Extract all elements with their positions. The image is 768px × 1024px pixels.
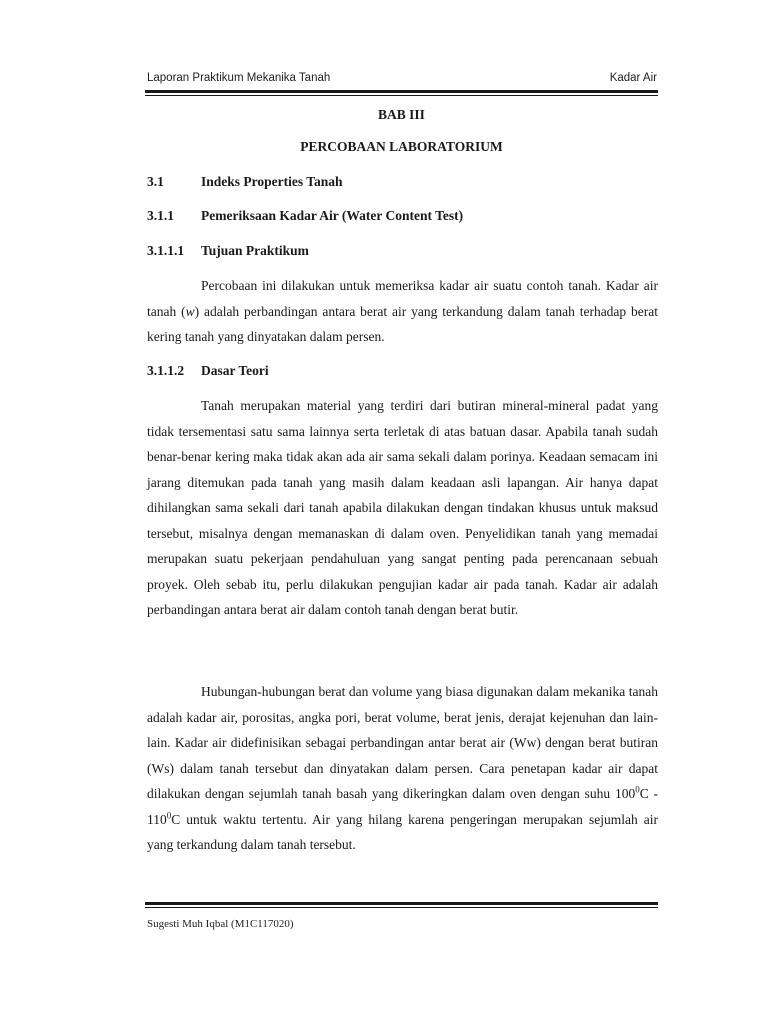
section-title: Indeks Properties Tanah <box>201 174 343 189</box>
degree-superscript: 0 <box>635 784 640 795</box>
footer-author: Sugesti Muh Iqbal (M1C117020) <box>147 918 294 930</box>
section-title: Pemeriksaan Kadar Air (Water Content Test) <box>201 208 464 223</box>
paragraph-text: Percobaan ini dilakukan untuk memeriksa kadar air suatu contoh tanah. Kadar air tanah ( <box>147 278 658 319</box>
section-heading-3-1-1-2 <box>147 363 269 379</box>
paragraph-tujuan <box>147 273 658 350</box>
header-report-title: Laporan Praktikum Mekanika Tanah <box>147 72 331 84</box>
section-number: 3.1.1 <box>147 208 174 223</box>
paragraph-text: ) adalah perbandingan antara berat air yang terkandung dalam tanah terhadap berat kering tanah yang dinyatakan dalam persen. <box>147 303 659 344</box>
header-rule-thin <box>145 95 658 96</box>
section-number: 3.1.1.1 <box>147 243 185 258</box>
chapter-label: BAB III <box>378 107 425 122</box>
chapter-title: PERCOBAAN LABORATORIUM <box>300 139 503 154</box>
water-content-symbol: w <box>185 303 195 319</box>
section-heading-3-1-1 <box>147 208 463 224</box>
section-title: Tujuan Praktikum <box>201 243 309 258</box>
header-rule-thick <box>145 90 658 93</box>
section-number: 3.1 <box>147 174 164 189</box>
header-section-title: Kadar Air <box>609 72 657 84</box>
section-heading-3-1-1-1 <box>147 243 309 259</box>
section-number: 3.1.1.2 <box>147 363 185 378</box>
footer-rule-thin <box>145 907 658 908</box>
paragraph-text: C - 110 <box>147 786 658 827</box>
paragraph-text: C untuk waktu tertentu. Air yang hilang karena pengeringan merupakan sejumlah air yang terkandung dalam tanah tersebut. <box>147 811 658 852</box>
paragraph-dasar-teori-2 <box>147 679 658 858</box>
paragraph-dasar-teori-1: Tanah merupakan material yang terdiri dari butiran mineral-mineral padat yang tidak tersementasi satu sama lainnya serta terletak di atas batuan dasar. Apabila tanah sudah benar-benar kering maka tidak akan ada air sama sekali dalam porinya. Keadaan semacam ini jarang ditemukan pada tanah yang masih dalam keadaan asli lapangan. Air hanya dapat dihilangkan sama sekali dari tanah apabila dilakukan dengan tindakan khusus untuk maksud tersebut, misalnya dengan memanaskan di dalam oven. Penyelidikan tanah yang memadai merupakan suatu pekerjaan pendahuluan yang sangat penting pada perencanaan sebuah proyek. Oleh sebab itu, perlu dilakukan pengujian kadar air pada tanah. Kadar air adalah perbandingan antara berat air dalam contoh tanah dengan berat butir. <box>147 398 658 617</box>
degree-superscript: 0 <box>166 810 172 820</box>
section-title: Dasar Teori <box>201 363 269 378</box>
paragraph-text: Hubungan-hubungan berat dan volume yang biasa digunakan dalam mekanika tanah adalah kadar air, porositas, angka pori, berat volume, berat jenis, derajat kejenuhan dan lain-lain. Kadar air didefinisikan sebagai perbandingan antar berat air (Ww) dengan berat butiran (Ws) dalam tanah tersebut dan dinyatakan dalam persen. Cara penetapan kadar air dapat dilakukan dengan sejumlah tanah basah yang dikeringkan dalam oven dengan suhu 100 <box>147 684 658 801</box>
section-heading-3-1 <box>147 174 343 190</box>
footer-rule-thick <box>145 902 658 905</box>
